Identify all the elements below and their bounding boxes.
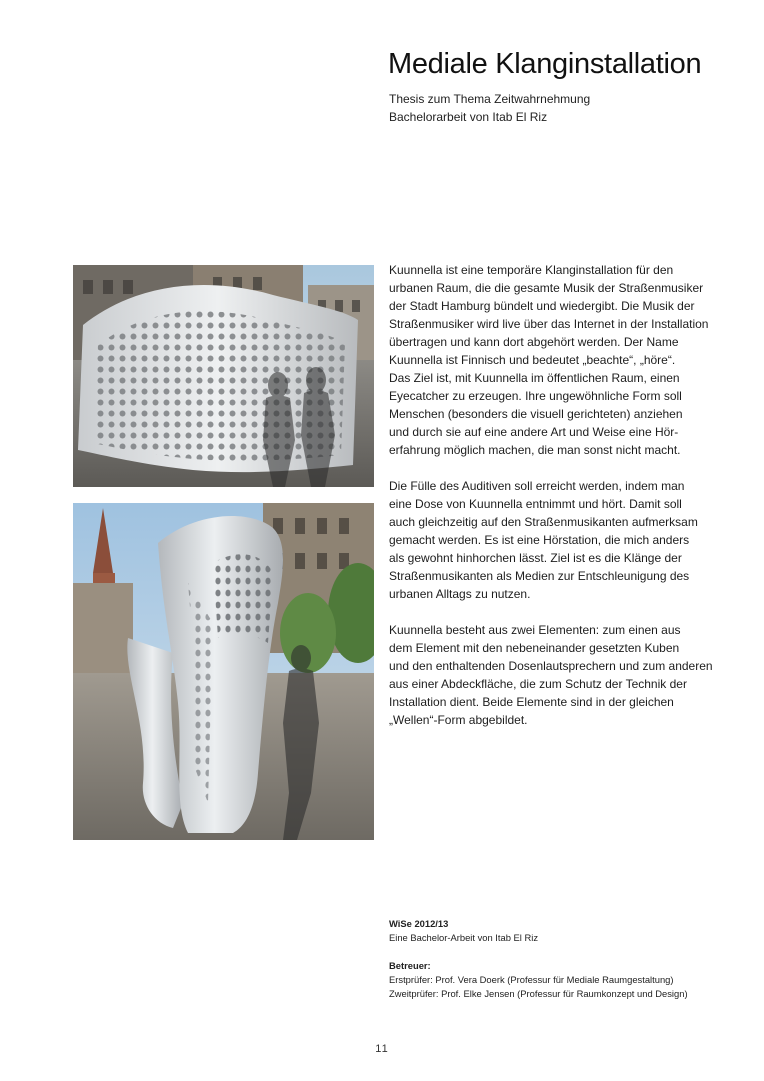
text-line: Straßenmusikanten als Medien zur Entschleunigung des	[389, 569, 690, 583]
installation-photo-bottom	[73, 503, 374, 840]
paragraph	[389, 621, 713, 729]
text-line: Straßenmusiker wird live über das Internet in der Installation	[389, 317, 709, 331]
subtitle-line: Bachelorarbeit von Itab El Riz	[389, 110, 548, 124]
text-line: Die Fülle des Auditiven soll erreicht werden, indem man	[389, 479, 685, 493]
text-line: Menschen (besonders die visuell gerichteten) anziehen	[389, 407, 683, 421]
paragraph	[389, 261, 709, 459]
installation-photo-top	[73, 265, 374, 487]
text-line: Das Ziel ist, mit Kuunnella im öffentlichen Raum, einen	[389, 371, 680, 385]
text-line: urbanen Alltags zu nutzen.	[389, 587, 531, 601]
paragraph	[389, 477, 701, 603]
first-examiner: Erstprüfer: Prof. Vera Doerk (Professur für Mediale Raumgestaltung)	[389, 974, 674, 985]
text-line: Kuunnella ist Finnisch und bedeutet „beachte“, „höre“.	[389, 353, 676, 367]
subtitle-line: Thesis zum Thema Zeitwahrnehmung	[389, 92, 591, 106]
text-line: und den enthaltenden Dosenlautsprechern und zum anderen	[389, 659, 713, 673]
text-line: auch gleichzeitig auf den Straßenmusikanten aufmerksam	[389, 515, 698, 529]
page-number: 11	[375, 1043, 389, 1055]
text-line: aus einer Abdeckfläche, die zum Schutz der Technik der	[389, 677, 687, 691]
page-title: Mediale Klanginstallation	[388, 48, 702, 80]
text-line: und durch sie auf eine andere Art und Weise eine Hör-	[389, 425, 679, 439]
advisors-label: Betreuer:	[389, 960, 431, 971]
second-examiner: Zweitprüfer: Prof. Elke Jensen (Professur für Raumkonzept und Design)	[389, 988, 688, 999]
text-line: übertragen und kann dort abgehört werden. Der Name	[389, 335, 679, 349]
body-text	[389, 261, 713, 747]
text-line: Kuunnella ist eine temporäre Klanginstallation für den	[389, 263, 674, 277]
text-line: erfahrung möglich machen, die man sonst nicht macht.	[389, 443, 681, 457]
text-line: als gewohnt hinhorchen lässt. Ziel ist es die Klänge der	[389, 551, 682, 565]
author-line: Eine Bachelor-Arbeit von Itab El Riz	[389, 932, 539, 943]
text-line: Kuunnella besteht aus zwei Elementen: zum einen aus	[389, 623, 681, 637]
text-line: der Stadt Hamburg bündelt und wiedergibt. Die Musik der	[389, 299, 695, 313]
subtitle	[389, 90, 590, 126]
text-line: dem Element mit den nebeneinander gesetzten Kuben	[389, 641, 680, 655]
text-line: Installation dient. Beide Elemente sind in der gleichen	[389, 695, 674, 709]
text-line: „Wellen“-Form abgebildet.	[389, 713, 528, 727]
text-line: gemacht werden. Es ist eine Hörstation, die mich anders	[389, 533, 690, 547]
text-line: urbanen Raum, die die gesamte Musik der Straßenmusiker	[389, 281, 704, 295]
semester-label: WiSe 2012/13	[389, 918, 449, 929]
colophon	[389, 917, 688, 1001]
text-line: eine Dose von Kuunnella entnimmt und hört. Damit soll	[389, 497, 682, 511]
text-line: Eyecatcher zu erzeugen. Ihre ungewöhnliche Form soll	[389, 389, 682, 403]
